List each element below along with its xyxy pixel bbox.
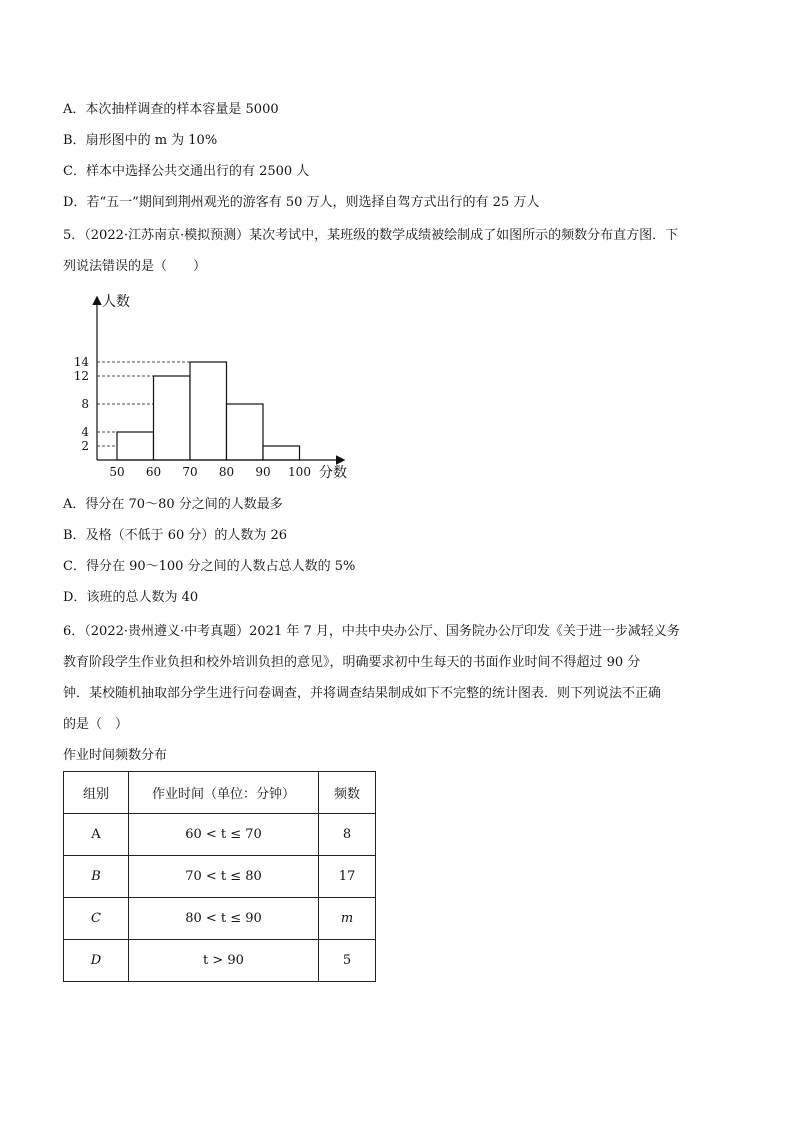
- table-cell-range: t > 90: [129, 940, 319, 982]
- q6-source: （2022·贵州遵义·中考真题）: [84, 624, 250, 639]
- y-tick-label: 14: [73, 355, 89, 369]
- table-header: 作业时间（单位：分钟）: [129, 772, 319, 814]
- y-tick-label: 2: [81, 439, 89, 453]
- q5-stem-line1: 5．（2022·江苏南京·模拟预测）某次考试中，某班级的数学成绩被绘制成了如图所示的频数分布直方图．下: [63, 228, 679, 243]
- table-row: [64, 898, 376, 940]
- x-tick-label: 60: [145, 465, 162, 479]
- table-cell-count: 5: [319, 940, 376, 982]
- y-axis-label: 人数: [102, 294, 130, 310]
- table-row: [64, 856, 376, 898]
- table-cell-count: 17: [319, 856, 376, 898]
- homework-time-table: [63, 771, 376, 982]
- q5-stem-line2: 列说法错误的是（ ）: [63, 259, 207, 274]
- table-header: 频数: [319, 772, 376, 814]
- q4-option-b: B．扇形图中的 m 为 10%: [63, 133, 218, 148]
- q5-option-d: D．该班的总人数为 40: [63, 590, 199, 605]
- histogram-bar: [117, 432, 154, 460]
- q4-option-d: D．若“五一”期间到荆州观光的游客有 50 万人，则选择自驾方式出行的有 25 万人: [63, 195, 540, 210]
- q5-source: （2022·江苏南京·模拟预测）: [84, 228, 250, 243]
- table-cell-count: m: [319, 898, 376, 940]
- q4-option-a: A．本次抽样调查的样本容量是 5000: [63, 102, 279, 117]
- y-tick-label: 4: [81, 425, 89, 439]
- table-cell-group: C: [64, 898, 129, 940]
- y-tick-label: 12: [73, 369, 89, 383]
- table-cell-group: D: [64, 940, 129, 982]
- table-cell-group: B: [64, 856, 129, 898]
- q6-stem-line1: 6．（2022·贵州遵义·中考真题）2021 年 7 月，中共中央办公厅、国务院办公厅印发《关于进一步减轻义务: [63, 624, 680, 639]
- x-tick-label: 70: [182, 465, 198, 479]
- table-header-row: [64, 772, 376, 814]
- table-cell-group: A: [64, 814, 129, 856]
- table-row: [64, 814, 376, 856]
- frequency-histogram: [63, 288, 363, 483]
- x-tick-label: 100: [288, 465, 311, 479]
- q5-option-a: A．得分在 70～80 分之间的人数最多: [63, 497, 283, 512]
- table-cell-range: 70 < t ≤ 80: [129, 856, 319, 898]
- x-tick-label: 90: [255, 465, 271, 479]
- q6-stem-line3: 钟．某校随机抽取部分学生进行问卷调查，并将调查结果制成如下不完整的统计图表．则下列说法不正确: [63, 686, 662, 701]
- x-axis-label: 分数: [319, 465, 347, 481]
- histogram-bar: [263, 446, 300, 460]
- q6-stem-line4: 的是（ ）: [63, 717, 129, 732]
- q5-option-b: B．及格（不低于 60 分）的人数为 26: [63, 528, 288, 543]
- x-tick-label: 80: [218, 465, 235, 479]
- table-cell-count: 8: [319, 814, 376, 856]
- table-cell-range: 80 < t ≤ 90: [129, 898, 319, 940]
- table-cell-range: 60 < t ≤ 70: [129, 814, 319, 856]
- histogram-bar: [190, 362, 227, 460]
- histogram-bar: [227, 404, 264, 460]
- histogram-bar: [154, 376, 191, 460]
- q6-stem-line2: 教育阶段学生作业负担和校外培训负担的意见》，明确要求初中生每天的书面作业时间不得超过 90 分: [63, 655, 641, 670]
- x-tick-label: 50: [109, 465, 125, 479]
- q6-table-title: 作业时间频数分布: [63, 748, 168, 763]
- table-row: [64, 940, 376, 982]
- q4-option-c: C．样本中选择公共交通出行的有 2500 人: [63, 164, 310, 179]
- q5-option-c: C．得分在 90～100 分之间的人数占总人数的 5%: [63, 559, 356, 574]
- table-header: 组别: [64, 772, 129, 814]
- y-tick-label: 8: [81, 397, 89, 411]
